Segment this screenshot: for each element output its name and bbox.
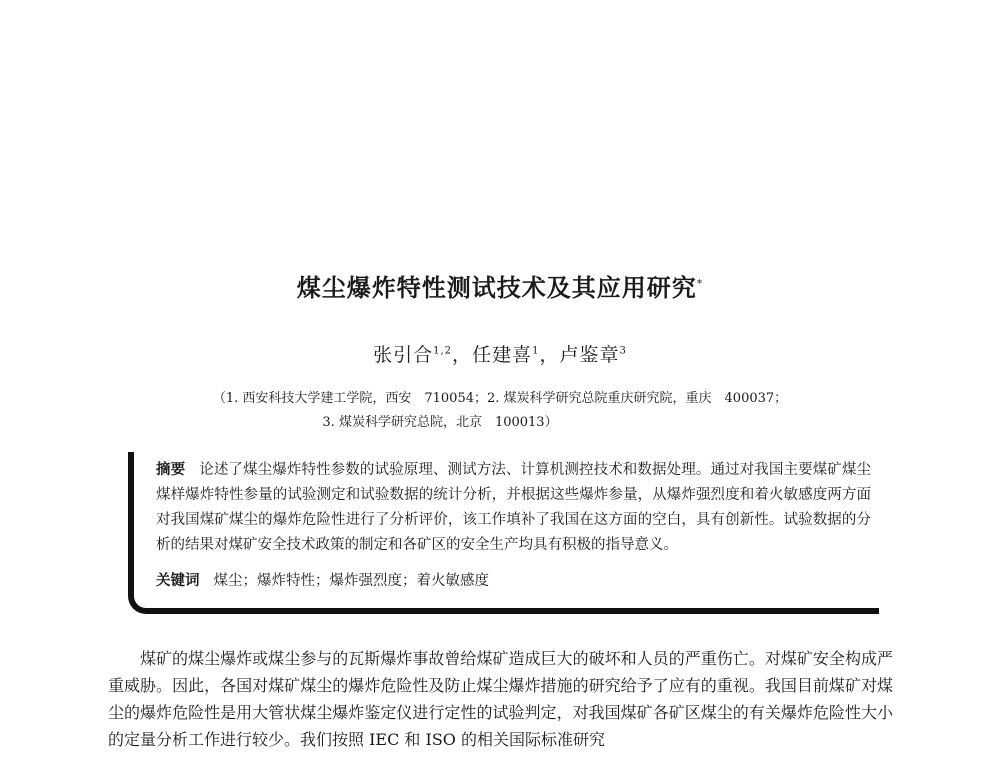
title-text: 煤尘爆炸特性测试技术及其应用研究 [296, 274, 697, 302]
author-affiliation-mark: 1,2 [433, 345, 453, 357]
abstract [156, 458, 871, 558]
title-footnote-mark: * [696, 277, 704, 290]
paper-title [0, 268, 1000, 303]
abstract-body: 论述了煤尘爆炸特性参数的试验原理、测试方法、计算机测控技术和数据处理。通过对我国主要煤矿煤尘煤样爆炸特性参量的试验测定和试验数据的统计分析，并根据这些爆炸参量，从爆炸强烈度和着火敏感度两方面对我国煤矿煤尘的爆炸危险性进行了分析评价，该工作填补了我国在这方面的空白，具有创新性。试验数据的分析的结果对煤矿安全技术政策的制定和各矿区的安全生产均具有积极的指导意义。 [156, 462, 872, 553]
author-separator: ， [539, 344, 560, 366]
keywords-list: 煤尘；爆炸特性；爆炸强烈度；着火敏感度 [213, 573, 489, 589]
affiliation-line-1: （1. 西安科技大学建工学院，西安 710054；2. 煤炭科学研究总院重庆研究院，重庆 400037； [212, 391, 788, 406]
author-list [0, 340, 1000, 367]
keywords [156, 569, 871, 590]
author-affiliation-mark: 3 [619, 345, 627, 357]
author-name: 任建喜 [472, 344, 533, 366]
author-separator: ， [452, 344, 473, 366]
author-affiliation-mark: 1 [532, 345, 540, 357]
author-name: 张引合 [373, 344, 434, 366]
author-name: 卢鉴章 [559, 344, 620, 366]
body-paragraph: 煤矿的煤尘爆炸或煤尘参与的瓦斯爆炸事故曾给煤矿造成巨大的破坏和人员的严重伤亡。对煤矿安全构成严重威胁。因此，各国对煤矿煤尘的爆炸危险性及防止煤尘爆炸措施的研究给予了应有的重视。我国目前煤矿对煤尘的爆炸危险性是用大管状煤尘爆炸鉴定仪进行定性的试验判定，对我国煤矿各矿区煤尘的有关爆炸危险性大小的定量分析工作进行较少。我们按照 IEC 和 ISO 的相关国际标准研究 [108, 649, 893, 749]
affiliation-line-2: 3. 煤炭科学研究总院，北京 100013） [322, 415, 558, 430]
keywords-label: 关键词 [156, 573, 200, 589]
abstract-label: 摘要 [156, 462, 186, 478]
